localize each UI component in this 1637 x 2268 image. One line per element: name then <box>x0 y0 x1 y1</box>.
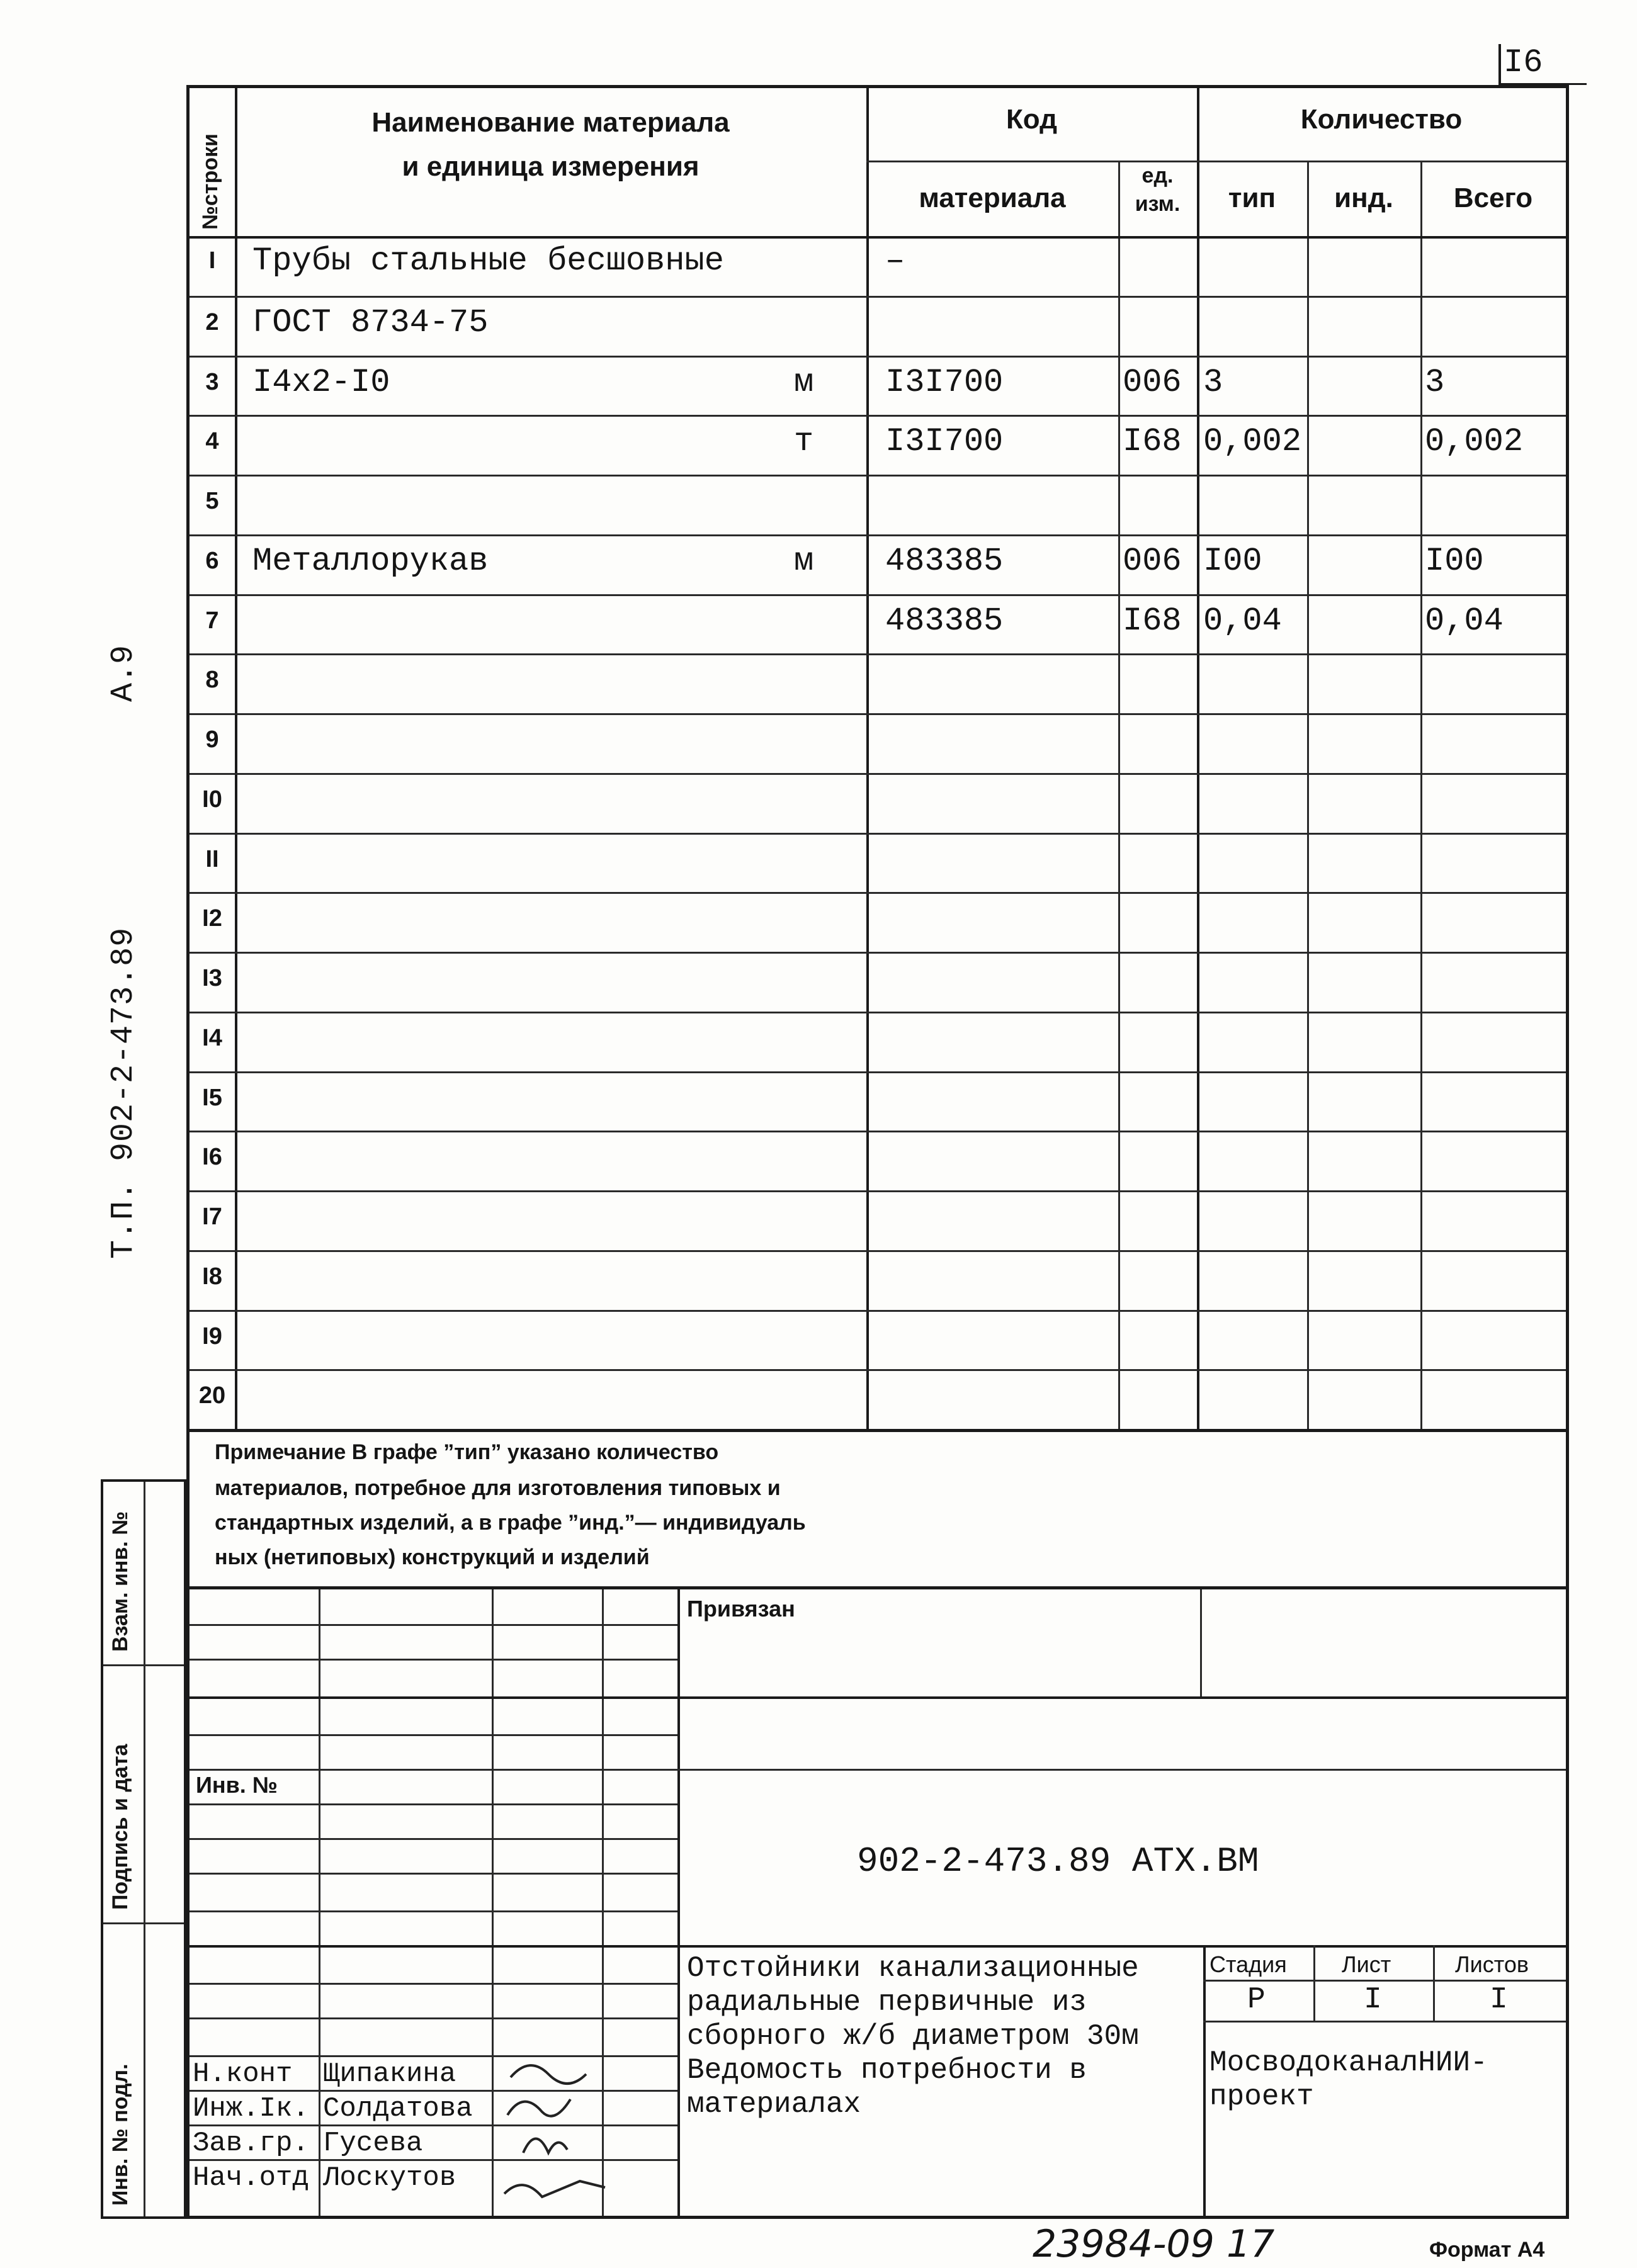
side-stamp-vzam: Взам. инв. № <box>108 1511 132 1652</box>
row-number: 9 <box>205 726 219 753</box>
header-row-no: №строки <box>198 133 222 230</box>
tb-sheet-label: Лист <box>1342 1951 1391 1977</box>
tb-row <box>190 1945 1566 1948</box>
tb-row <box>190 1734 677 1736</box>
unit-code: 006 <box>1123 542 1182 580</box>
tb-stage-label: Стадия <box>1209 1951 1287 1977</box>
side-stamp-podpis: Подпись и дата <box>108 1744 132 1910</box>
header-qty-ind: инд. <box>1334 183 1393 213</box>
unit: м <box>794 542 814 580</box>
side-stamp-line <box>103 1922 184 1924</box>
row-number: I2 <box>202 905 222 932</box>
signature-marks <box>498 2052 674 2209</box>
handwritten-number: 23984-09 17 <box>1033 2222 1275 2266</box>
tb-doc-code: 902-2-473.89 АТХ.ВМ <box>857 1841 1259 1882</box>
tb-stage-divider <box>1203 1945 1206 2216</box>
signer-role: Инж.Iк. <box>193 2093 309 2124</box>
header-unit-line1: ед. <box>1141 164 1174 188</box>
row-number: I3 <box>202 965 222 991</box>
side-stamp-inv-podl: Инв. № подл. <box>108 2063 132 2206</box>
tb-sheets-label: Листов <box>1455 1951 1529 1977</box>
row-number: I8 <box>202 1263 222 1290</box>
note-line1: Примечание В графе ”тип” указано количество <box>215 1440 719 1464</box>
row-number: 3 <box>205 368 219 395</box>
row-number: I <box>208 247 216 274</box>
material-code: 483385 <box>885 542 1004 580</box>
table-row <box>190 534 1566 596</box>
row-number: 20 <box>198 1382 226 1409</box>
tb-description <box>687 1951 1139 2121</box>
tb-description-line: Отстойники канализационные <box>687 1952 1139 1985</box>
tb-stage-col <box>1433 1945 1435 2021</box>
qty-total: 3 <box>1425 363 1445 401</box>
table-row <box>190 296 1566 358</box>
header-divider <box>866 161 1566 162</box>
qty-total: I00 <box>1425 542 1484 580</box>
table-row <box>190 1250 1566 1312</box>
table-row <box>190 475 1566 536</box>
tb-description-line: материалах <box>687 2088 861 2121</box>
tb-row <box>190 1696 1566 1699</box>
tb-row <box>190 1910 677 1912</box>
table-body <box>190 236 1566 1429</box>
tb-row <box>190 1624 677 1626</box>
table-row <box>190 1071 1566 1133</box>
table-row <box>190 1369 1566 1431</box>
title-block <box>186 1586 1569 2219</box>
page-number-divider <box>1498 44 1501 83</box>
tb-sheet: I <box>1364 1983 1382 2017</box>
materials-table <box>186 85 1569 1432</box>
header-name-line1: Наименование материала <box>371 107 730 138</box>
tb-stage-row <box>1203 1980 1566 1982</box>
row-number: I0 <box>202 786 222 813</box>
header-code: Код <box>1005 104 1058 135</box>
row-number: 8 <box>205 667 219 694</box>
tb-description-line: Ведомость потребности в <box>687 2054 1087 2087</box>
row-number: 4 <box>205 428 219 455</box>
material-code: 483385 <box>885 602 1004 640</box>
note-line4: ных (нетиповых) конструкций и изделий <box>215 1545 650 1569</box>
tb-org-line: МосводоканалНИИ- <box>1209 2046 1488 2079</box>
table-row <box>190 892 1566 954</box>
signer-role: Зав.гр. <box>193 2128 309 2159</box>
side-label-a9: А.9 <box>106 645 142 702</box>
tb-stage: Р <box>1247 1983 1266 2017</box>
tb-col <box>677 1589 680 2216</box>
tb-description-line: сборного ж/б диаметром 30м <box>687 2020 1139 2053</box>
tb-row <box>190 2017 677 2019</box>
side-stamp-divider <box>144 1482 145 2216</box>
row-number: II <box>205 845 219 872</box>
tb-org <box>1209 2046 1488 2114</box>
unit-code: I68 <box>1123 602 1182 640</box>
material-name: ГОСТ 8734-75 <box>252 303 489 341</box>
unit-code: I68 <box>1123 423 1182 461</box>
side-label-project-code: Т.П. 902-2-473.89 <box>106 927 142 1259</box>
tb-col <box>319 1589 320 2216</box>
header-unit-line2: изм. <box>1135 192 1181 216</box>
table-row <box>190 594 1566 656</box>
table-row <box>190 1310 1566 1372</box>
signer-name: Лоскутов <box>323 2162 456 2194</box>
header-name-line2: и единица измерения <box>402 151 700 182</box>
row-number: 5 <box>205 488 219 514</box>
tb-org-line: проект <box>1209 2080 1314 2113</box>
row-number: I5 <box>202 1084 222 1111</box>
qty-type: I00 <box>1203 542 1262 580</box>
qty-type: 3 <box>1203 363 1223 401</box>
row-number: 6 <box>205 547 219 574</box>
row-number: I4 <box>202 1024 222 1051</box>
table-row <box>190 356 1566 417</box>
table-row <box>190 773 1566 835</box>
tb-col <box>1200 1589 1202 1696</box>
note-line3: стандартных изделий, а в графе ”инд.”— индивидуаль <box>215 1511 806 1535</box>
unit: м <box>794 363 814 401</box>
row-number: I6 <box>202 1144 222 1171</box>
header-qty-total: Всего <box>1453 183 1533 213</box>
table-row <box>190 1012 1566 1073</box>
tb-sheets: I <box>1490 1983 1508 2017</box>
side-stamp-line <box>103 1664 184 1666</box>
header-qty-type: тип <box>1228 183 1276 213</box>
tb-row <box>190 1983 677 1985</box>
tb-stage-col <box>1313 1945 1315 2021</box>
table-row <box>190 236 1566 296</box>
tb-stage-row <box>1203 2021 1566 2023</box>
table-row <box>190 653 1566 715</box>
signer-role: Нач.отд <box>193 2162 309 2194</box>
tb-row <box>190 1659 677 1661</box>
unit-code: 006 <box>1123 363 1182 401</box>
table-row <box>190 833 1566 894</box>
qty-total: 0,002 <box>1425 423 1524 461</box>
tb-row <box>190 1873 677 1875</box>
material-name: Металлорукав <box>252 542 489 580</box>
signer-name: Солдатова <box>323 2093 473 2124</box>
signer-name: Щипакина <box>323 2058 456 2090</box>
page-number: I6 <box>1504 44 1543 81</box>
material-name: Трубы стальные бесшовные <box>252 242 724 279</box>
table-row <box>190 952 1566 1013</box>
note-line2: материалов, потребное для изготовления типовых и <box>215 1476 781 1500</box>
tb-description-line: радиальные первичные из <box>687 1986 1087 2019</box>
row-number: 2 <box>205 308 219 336</box>
side-stamp <box>101 1479 186 2219</box>
row-number: 7 <box>205 607 219 634</box>
header-code-material: материала <box>919 183 1066 213</box>
table-row <box>190 713 1566 775</box>
header-quantity: Количество <box>1300 104 1463 135</box>
tb-row <box>190 1803 677 1805</box>
material-code: – <box>885 242 905 279</box>
row-number: I9 <box>202 1323 222 1350</box>
material-name: I4x2-I0 <box>252 363 390 401</box>
tb-row <box>190 1838 677 1840</box>
table-row <box>190 1131 1566 1192</box>
qty-type: 0,002 <box>1203 423 1302 461</box>
row-number: I7 <box>202 1204 222 1230</box>
note-box <box>186 1429 1569 1586</box>
table-row <box>190 1190 1566 1252</box>
unit: т <box>794 423 814 461</box>
material-code: I3I700 <box>885 423 1004 461</box>
tb-privyazan: Привязан <box>687 1596 795 1622</box>
format-label: Формат А4 <box>1429 2238 1545 2262</box>
tb-col <box>492 1589 494 2216</box>
signer-role: Н.конт <box>193 2058 293 2090</box>
qty-total: 0,04 <box>1425 602 1504 640</box>
signer-name: Гусева <box>323 2128 423 2159</box>
table-row <box>190 415 1566 477</box>
qty-type: 0,04 <box>1203 602 1282 640</box>
tb-row <box>190 1769 1566 1771</box>
material-code: I3I700 <box>885 363 1004 401</box>
tb-inv-no: Инв. № <box>196 1772 278 1798</box>
